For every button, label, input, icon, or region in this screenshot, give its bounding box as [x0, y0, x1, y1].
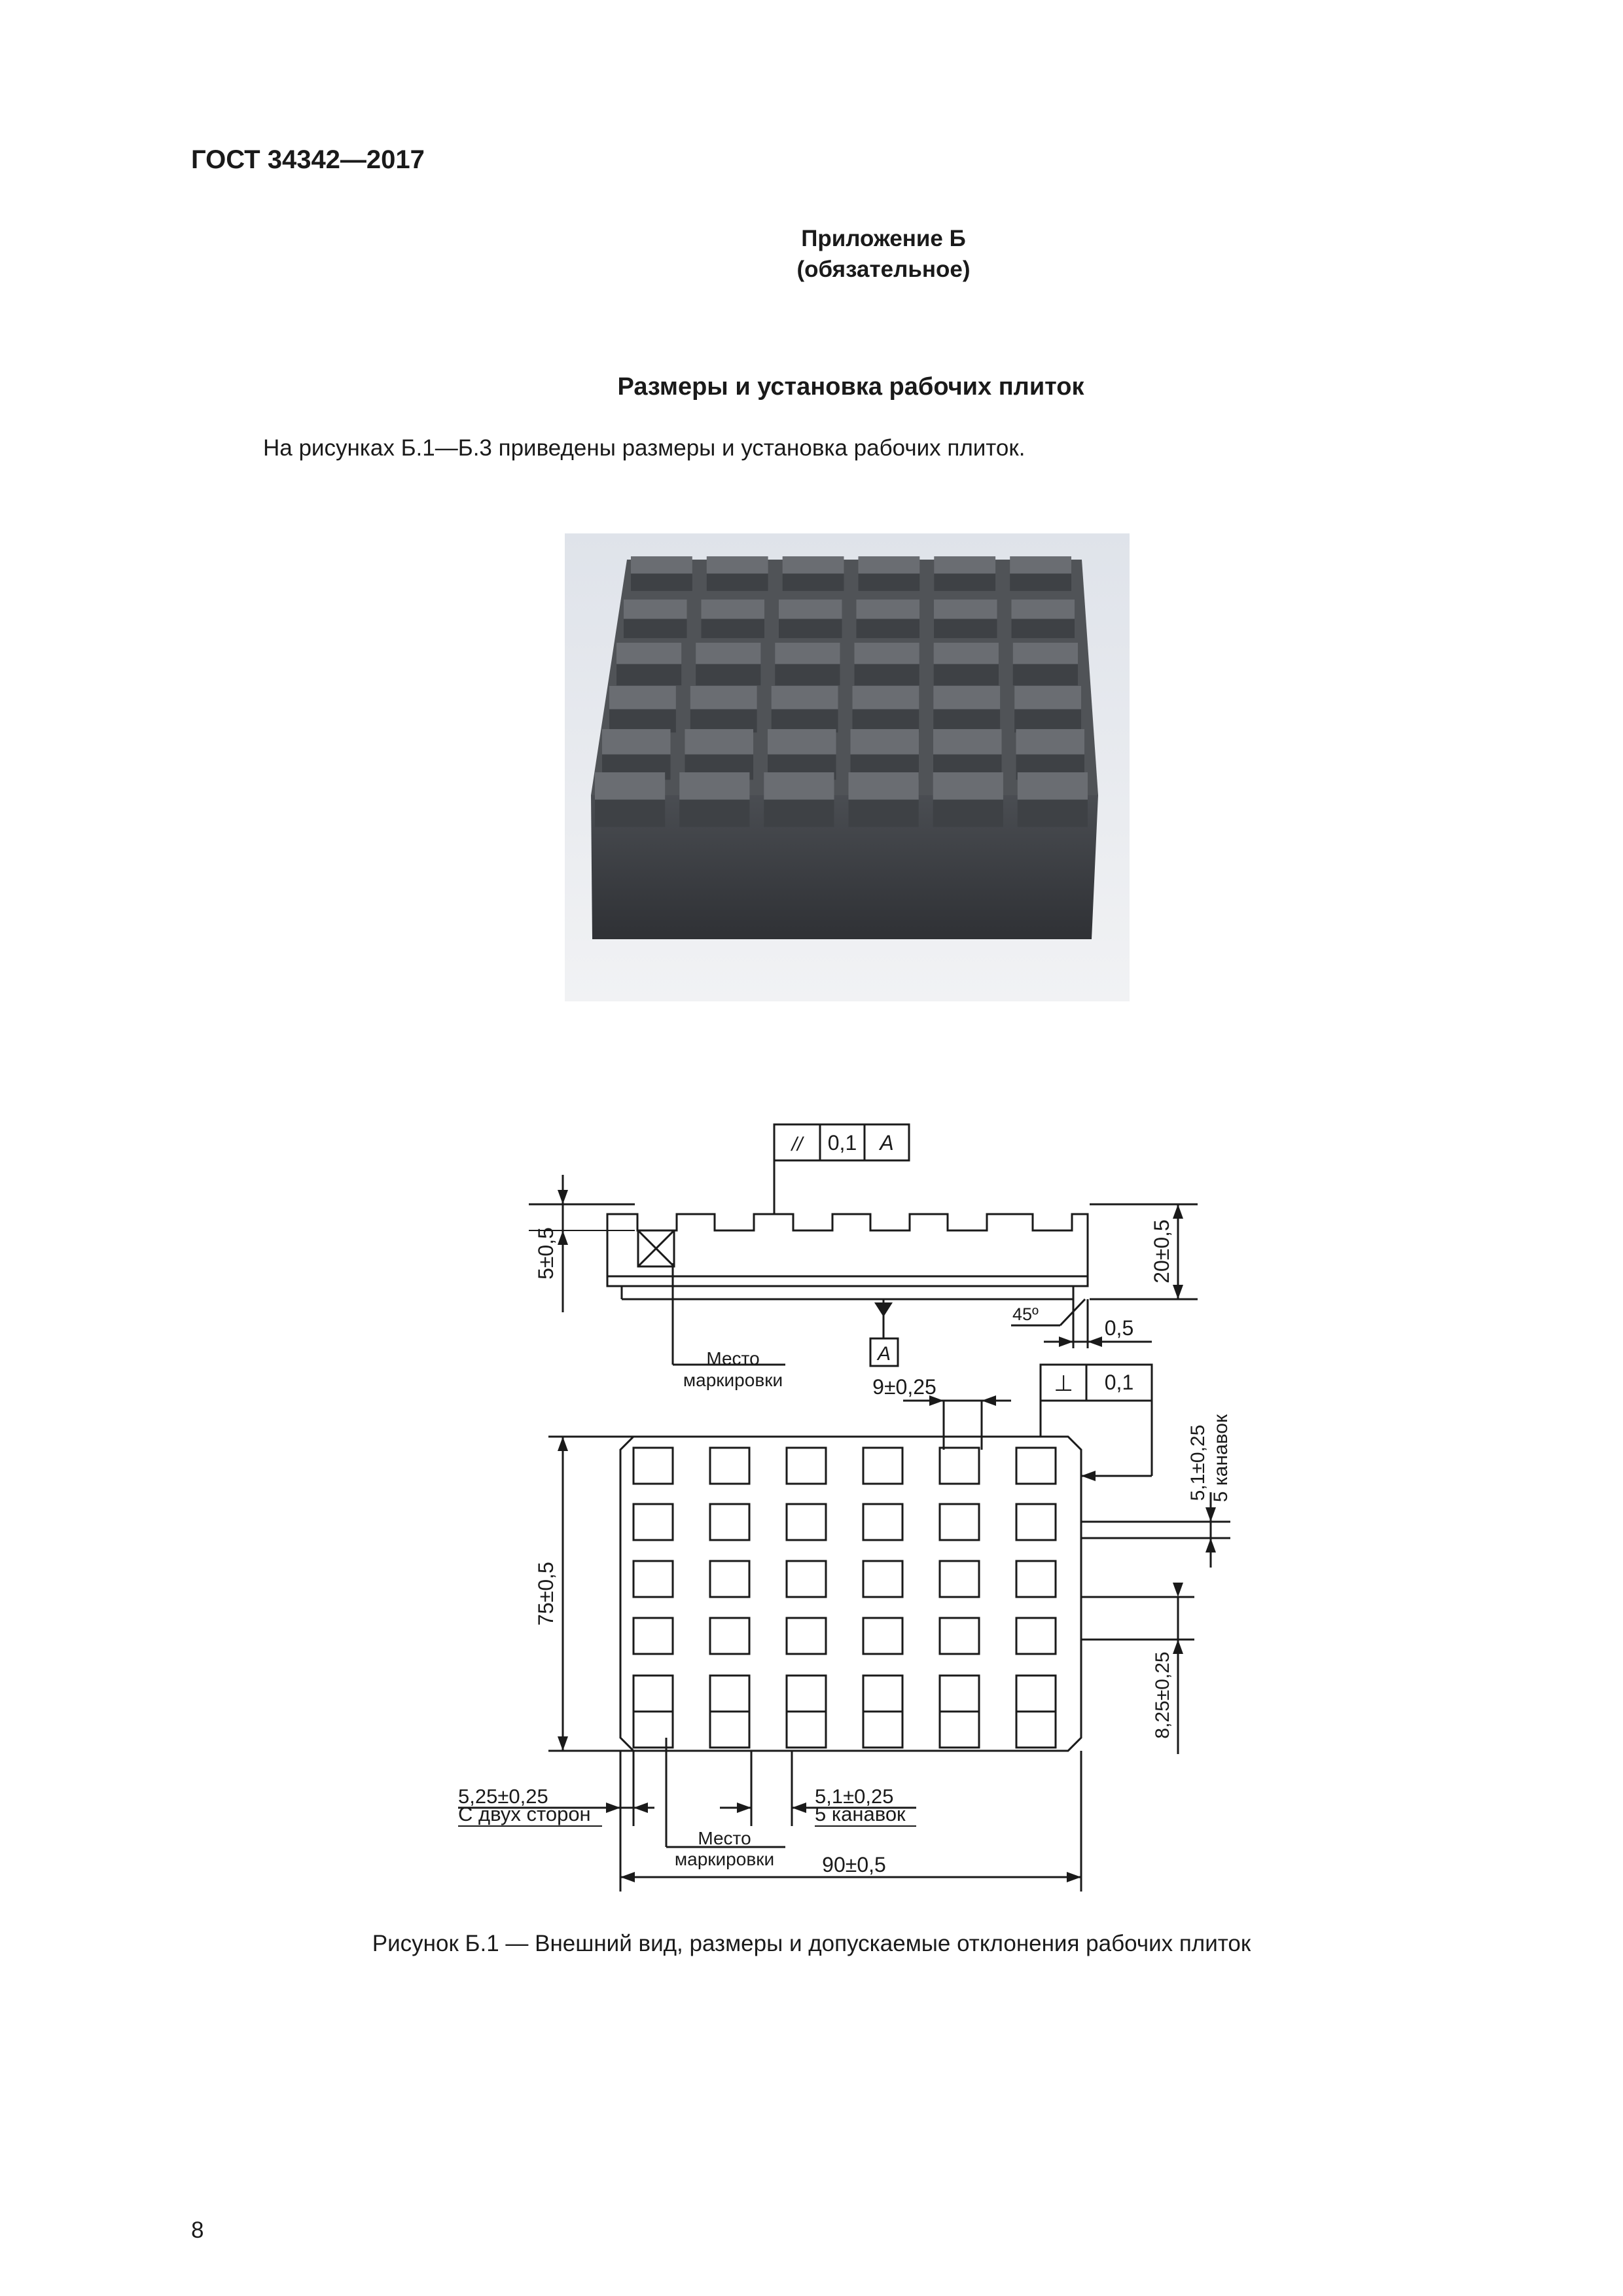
- plan-pad: [633, 1676, 673, 1712]
- plan-pad: [863, 1712, 902, 1748]
- dim-height-20: 20±0,5: [1150, 1219, 1173, 1283]
- section-title: Размеры и установка рабочих плиток: [617, 373, 1084, 401]
- parallelism-datum: A: [880, 1131, 894, 1155]
- plan-pad: [940, 1561, 979, 1597]
- figure-caption: Рисунок Б.1 — Внешний вид, размеры и допускаемые отклонения рабочих плиток: [372, 1931, 1251, 1956]
- plan-pad: [633, 1504, 673, 1540]
- intro-paragraph: На рисунках Б.1—Б.3 приведены размеры и установка рабочих плиток.: [263, 435, 1026, 461]
- plan-pad: [940, 1676, 979, 1712]
- dim-pad: 9±0,25: [872, 1375, 936, 1399]
- plan-pad: [633, 1448, 673, 1484]
- marking-label-top-1: Место: [698, 1828, 751, 1848]
- perpendicularity-value: 0,1: [1104, 1371, 1134, 1394]
- dim-edge-1: 5,25±0,25: [458, 1785, 548, 1808]
- plan-pad: [1016, 1448, 1056, 1484]
- plan-pad: [1016, 1504, 1056, 1540]
- parallelism-symbol: //: [791, 1134, 803, 1155]
- perpendicularity-symbol: ⊥: [1054, 1371, 1073, 1396]
- dim-chamfer: 0,5: [1104, 1316, 1134, 1340]
- marking-label-side-2: маркировки: [683, 1370, 783, 1390]
- plan-pad: [1016, 1712, 1056, 1748]
- plan-pad: [710, 1712, 749, 1748]
- dim-groove-h-2: 5 канавок: [815, 1803, 906, 1825]
- plan-pad: [940, 1712, 979, 1748]
- dim-groove-h-1: 5,1±0,25: [815, 1785, 894, 1808]
- plan-pad: [863, 1618, 902, 1654]
- dim-width-75: 75±0,5: [534, 1562, 558, 1626]
- plan-pad: [787, 1618, 826, 1654]
- plan-pad: [710, 1504, 749, 1540]
- plan-pad: [787, 1676, 826, 1712]
- plan-pad: [1016, 1561, 1056, 1597]
- marking-label-top-2: маркировки: [674, 1849, 775, 1869]
- plan-pad: [787, 1712, 826, 1748]
- plan-pad: [633, 1561, 673, 1597]
- plan-pad: [940, 1504, 979, 1540]
- dim-groove-v-2: 5 канавок: [1210, 1414, 1232, 1503]
- document-header: ГОСТ 34342—2017: [191, 145, 425, 174]
- plan-pad: [863, 1504, 902, 1540]
- plan-pad: [787, 1561, 826, 1597]
- page-number: 8: [191, 2217, 204, 2243]
- dim-groove-v-1: 5,1±0,25: [1187, 1424, 1209, 1501]
- plan-pad: [787, 1504, 826, 1540]
- angle-label: 45º: [1012, 1304, 1039, 1324]
- dim-height-5: 5±0,5: [534, 1227, 558, 1280]
- annex-title: Приложение Б: [801, 226, 966, 251]
- plan-pad: [940, 1448, 979, 1484]
- annex-status: (обязательное): [796, 257, 971, 282]
- plan-pad: [863, 1448, 902, 1484]
- datum-label: A: [877, 1343, 891, 1365]
- plan-pad: [940, 1618, 979, 1654]
- dim-edge-2: С двух сторон: [458, 1803, 591, 1825]
- plan-pad: [633, 1618, 673, 1654]
- marking-label-side-1: Место: [706, 1348, 760, 1369]
- dim-pitch-v: 8,25±0,25: [1152, 1651, 1173, 1739]
- plan-pad: [863, 1676, 902, 1712]
- top-view-outline: [620, 1437, 1081, 1751]
- plan-pad: [1016, 1676, 1056, 1712]
- dim-length-90: 90±0,5: [822, 1853, 886, 1876]
- plan-pad: [710, 1676, 749, 1712]
- plan-pad: [710, 1561, 749, 1597]
- plan-pad: [1016, 1618, 1056, 1654]
- plan-pad: [710, 1618, 749, 1654]
- plan-pad: [787, 1448, 826, 1484]
- plan-pad: [863, 1561, 902, 1597]
- plan-pad: [710, 1448, 749, 1484]
- parallelism-value: 0,1: [827, 1131, 857, 1155]
